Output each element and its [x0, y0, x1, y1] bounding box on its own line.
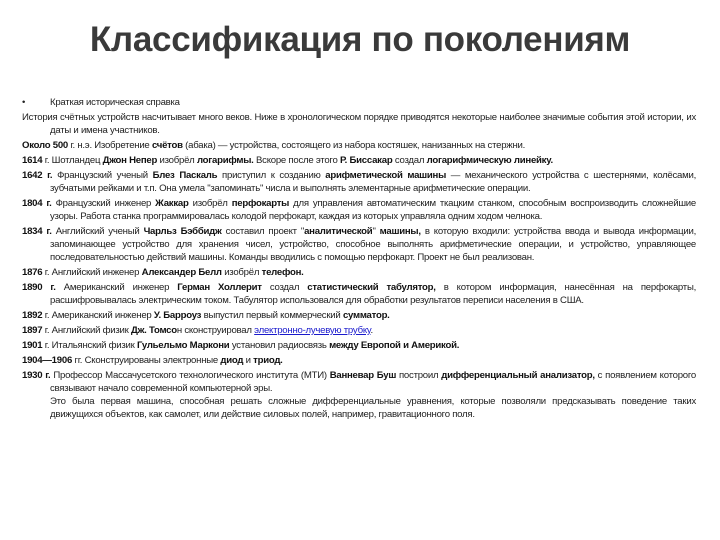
bold-text: Жаккар: [155, 198, 189, 209]
bold-text: 1904—1906: [22, 355, 75, 366]
bold-text: Дж. Томсо: [130, 325, 177, 336]
bullet-heading: [22, 96, 696, 109]
text: в которую входили: устройства ввода и вывода информации, запоминающее устройство для хранения чисел, устройство, способное выполнять арифметические операции, и устройство, управляющее последовательностью действий машины. Команды вводились с помощью перфокарт. Проект не был реализован.: [50, 226, 697, 263]
text: .: [370, 325, 373, 336]
text: гг. Сконструированы электронные: [74, 355, 221, 366]
history-entry: [22, 225, 696, 264]
history-entry: [22, 369, 696, 421]
text: г. Английский инженер: [44, 267, 142, 278]
bold-text: Джон Непер: [102, 155, 158, 166]
text: — механического устройства с шестернями, колёсами, зубчатыми рейками и т.п. Она умела "запоминать" числа и выполнять элементарные арифметические операции.: [50, 170, 696, 194]
text: г. Американский инженер: [44, 310, 154, 321]
text: для управления автоматическим ткацким станком, способным воспроизводить сложнейшие узоры. Работа станка программировалась колодой перфокарт, каждая из которых управляла одним ходом челнока.: [50, 198, 696, 222]
history-entries: [22, 111, 696, 421]
bold-text: перфокарты: [231, 198, 290, 209]
bold-text: 1901: [22, 340, 45, 351]
text: Вскоре после этого: [253, 155, 340, 166]
slide-title: Классификация по поколениям: [89, 20, 631, 59]
text: Французский ученый: [57, 170, 153, 181]
text: в котором информация, нанесённая на перфокарты, расшифровывалась электрическим током. Табулятор использовался для обработки результатов переписи населения в США.: [50, 282, 697, 306]
text: изобрёл: [157, 155, 197, 166]
bold-text: Александер Белл: [141, 267, 222, 278]
bold-text: 1892: [22, 310, 45, 321]
bold-text: между Европой и Америкой.: [329, 340, 460, 351]
bold-text: машины,: [379, 226, 421, 237]
text: изобрёл: [188, 198, 232, 209]
text: с появлением которого связывают начало современной компьютерной эры.: [50, 370, 696, 394]
history-entry: [22, 324, 696, 337]
bullet-icon: •: [22, 97, 26, 108]
history-entry: [22, 339, 696, 352]
history-entry: [22, 197, 696, 223]
text: Английский ученый: [55, 226, 144, 237]
text: приступил к созданию: [217, 170, 326, 181]
bold-text: диод: [220, 355, 244, 366]
bold-text: аналитической: [304, 226, 373, 237]
text: Американский инженер: [63, 282, 178, 293]
text: (абака) — устройства, состоящего из набора костяшек, нанизанных на стержни.: [182, 140, 526, 151]
bold-text: 1930 г.: [22, 370, 54, 381]
bold-text: У. Барроуз: [153, 310, 202, 321]
history-entry: [22, 139, 696, 152]
bold-text: 1614: [22, 155, 45, 166]
bold-text: Гульельмо Маркони: [137, 340, 230, 351]
history-entry: [22, 281, 696, 307]
bold-text: сумматор.: [342, 310, 390, 321]
link[interactable]: электронно-лучевую трубку: [254, 325, 371, 336]
history-entry: [22, 309, 696, 322]
bullet-text: Краткая историческая справка: [50, 97, 180, 108]
text: г. Английский физик: [44, 325, 131, 336]
text: выпустил первый коммерческий: [201, 310, 343, 321]
bold-text: Ванневар Буш: [329, 370, 397, 381]
bold-text: логарифмы.: [196, 155, 254, 166]
text: Профессор Массачусетского технологического института (МТИ): [53, 370, 330, 381]
bold-text: счётов: [151, 140, 183, 151]
text: г. Шотландец: [44, 155, 103, 166]
text: Это была первая машина, способная решать сложные дифференциальные уравнения, которые позволяли предсказывать поведение таких движущихся объектов, как самолет, или действие силовых полей, например, гравитационного поля.: [50, 396, 696, 420]
bold-text: 1834 г.: [22, 226, 56, 237]
text: и: [243, 355, 254, 366]
bold-text: дифференциальный анализатор,: [441, 370, 595, 381]
slide-content: [22, 96, 696, 423]
bold-text: Блез Паскаль: [152, 170, 218, 181]
bold-text: логарифмическую линейку.: [426, 155, 553, 166]
bold-text: 1804 г.: [22, 198, 56, 209]
bold-text: Герман Холлерит: [177, 282, 262, 293]
text: изобрёл: [221, 267, 262, 278]
text: установил радиосвязь: [229, 340, 330, 351]
text: создал: [261, 282, 308, 293]
bold-text: арифметической машины: [325, 170, 447, 181]
text: История счётных устройств насчитывает много веков. Ниже в хронологическом порядке приводятся некоторые наиболее значимые события этой истории, их даты и имена участников.: [22, 112, 696, 136]
bold-text: 1876: [22, 267, 45, 278]
text: ": [372, 226, 380, 237]
text: создал: [392, 155, 427, 166]
bold-text: Чарльз Бэббидж: [143, 226, 222, 237]
bold-text: 1897: [22, 325, 45, 336]
text: г. н.э. Изобретение: [70, 140, 152, 151]
bold-text: Около 500: [22, 140, 71, 151]
bold-text: статистический табулятор,: [307, 282, 436, 293]
history-entry: [22, 354, 696, 367]
history-entry: [22, 154, 696, 167]
bold-text: Р. Биссакар: [339, 155, 393, 166]
bold-text: 1890 г.: [22, 282, 64, 293]
text: н сконструировал: [176, 325, 255, 336]
text: Французский инженер: [55, 198, 156, 209]
bold-text: 1642 г.: [22, 170, 58, 181]
text: г. Итальянский физик: [44, 340, 138, 351]
bold-text: телефон.: [261, 267, 304, 278]
bold-text: триод.: [253, 355, 283, 366]
history-entry: [22, 169, 696, 195]
text: составил проект ": [221, 226, 305, 237]
history-entry: [22, 111, 696, 137]
history-entry: [22, 266, 696, 279]
text: построил: [396, 370, 442, 381]
